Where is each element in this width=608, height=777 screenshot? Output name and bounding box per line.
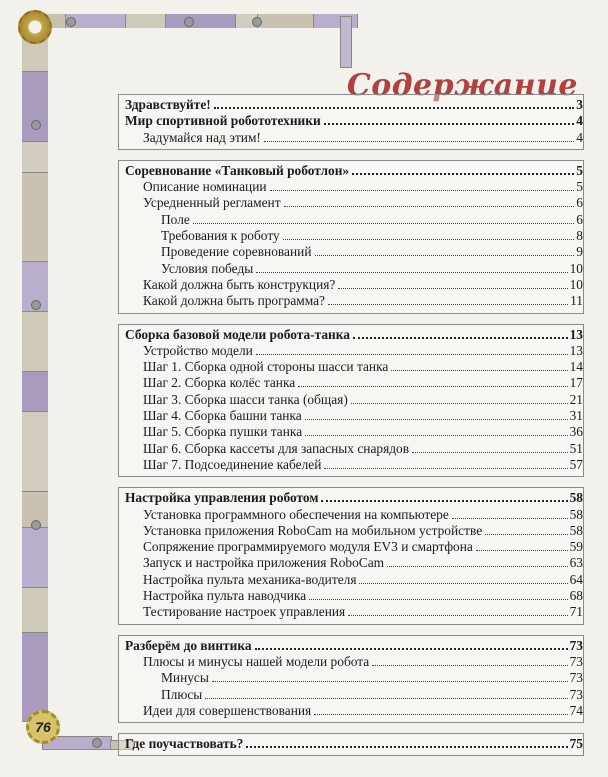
screw-icon <box>92 738 102 748</box>
toc-entry[interactable] <box>119 327 583 343</box>
toc-entry[interactable] <box>119 441 583 457</box>
toc-entry-title: Настройка пульта механика-водителя <box>143 571 357 587</box>
toc-entry-page: 63 <box>569 555 583 571</box>
toc-entry[interactable] <box>119 179 583 195</box>
toc-entry[interactable] <box>119 457 583 473</box>
frame-segment <box>22 372 48 412</box>
toc-entry[interactable] <box>119 343 583 359</box>
toc-entry[interactable] <box>119 424 583 440</box>
toc-entry-title: Настройка управления роботом <box>125 490 319 506</box>
dot-leader <box>270 190 575 191</box>
toc-entry[interactable] <box>119 539 583 555</box>
page-number-badge <box>26 710 60 744</box>
toc-entry-page: 10 <box>569 276 583 292</box>
dot-leader <box>412 452 568 453</box>
toc-entry-page: 71 <box>569 604 583 620</box>
toc-entry-page: 58 <box>569 522 583 538</box>
frame-segment <box>22 312 48 372</box>
toc-entry[interactable] <box>119 687 583 703</box>
toc-entry-title: Описание номинации <box>143 179 267 195</box>
screw-icon <box>66 17 76 27</box>
toc-entry-page: 17 <box>569 375 583 391</box>
toc-entry-title: Разберём до винтика <box>125 637 252 653</box>
toc-entry[interactable] <box>119 228 583 244</box>
toc-entry[interactable] <box>119 736 583 752</box>
dot-leader <box>214 107 575 109</box>
toc-entry-title: Настройка пульта наводчика <box>143 588 307 604</box>
toc-entry-title: Сопряжение программируемого модуля EV3 и смартфона <box>143 539 473 555</box>
toc-entry-page: 73 <box>569 637 583 653</box>
dot-leader <box>485 534 567 535</box>
dot-leader <box>452 518 568 519</box>
toc-entry[interactable] <box>119 261 583 277</box>
toc-entry-page: 73 <box>569 670 583 686</box>
frame-segment <box>22 633 48 722</box>
dot-leader <box>284 206 575 207</box>
dot-leader <box>321 500 567 502</box>
toc-section <box>118 733 584 756</box>
toc-entry[interactable] <box>119 638 583 654</box>
toc-entry-title: Плюсы <box>161 686 203 702</box>
screw-icon <box>184 17 194 27</box>
toc-entry-title: Плюсы и минусы нашей модели робота <box>143 653 370 669</box>
toc-entry-title: Усредненный регламент <box>143 195 281 211</box>
decorative-frame-left <box>22 32 48 722</box>
toc-entry[interactable] <box>119 588 583 604</box>
dot-leader <box>305 419 568 420</box>
toc-entry[interactable] <box>119 572 583 588</box>
toc-entry-page: 73 <box>569 686 583 702</box>
toc-entry-page: 68 <box>569 588 583 604</box>
toc-entry-page: 13 <box>569 326 583 342</box>
toc-entry-page: 5 <box>576 179 583 195</box>
toc-entry[interactable] <box>119 97 583 113</box>
toc-entry-title: Шаг 5. Сборка пушки танка <box>143 424 303 440</box>
table-of-contents <box>118 94 584 756</box>
toc-entry-page: 59 <box>569 539 583 555</box>
frame-segment <box>258 14 314 28</box>
toc-entry-title: Требования к роботу <box>161 228 280 244</box>
toc-entry[interactable] <box>119 555 583 571</box>
toc-entry-title: Минусы <box>161 670 209 686</box>
page-number: 76 <box>35 719 51 735</box>
toc-entry[interactable] <box>119 654 583 670</box>
toc-entry-page: 58 <box>569 490 583 506</box>
toc-entry-page: 3 <box>576 97 583 112</box>
dot-leader <box>314 714 567 715</box>
toc-entry-page: 10 <box>569 260 583 276</box>
toc-entry-page: 21 <box>569 391 583 407</box>
toc-section <box>118 487 584 624</box>
toc-entry[interactable] <box>119 604 583 620</box>
toc-entry-page: 58 <box>569 506 583 522</box>
dot-leader <box>338 288 567 289</box>
dot-leader <box>348 615 567 616</box>
frame-segment <box>126 14 166 28</box>
toc-entry[interactable] <box>119 490 583 506</box>
toc-entry-title: Поле <box>161 211 190 227</box>
toc-entry-title: Шаг 4. Сборка башни танка <box>143 408 302 424</box>
dot-leader <box>324 468 567 469</box>
gear-icon <box>18 10 52 44</box>
toc-entry-page: 31 <box>569 408 583 424</box>
dot-leader <box>387 566 568 567</box>
dot-leader <box>391 370 567 371</box>
screw-icon <box>31 120 41 130</box>
toc-entry[interactable] <box>119 277 583 293</box>
toc-section <box>118 160 584 314</box>
toc-entry-title: Какой должна быть конструкция? <box>143 276 336 292</box>
toc-entry[interactable] <box>119 359 583 375</box>
dot-leader <box>283 239 575 240</box>
toc-entry-title: Тестирование настроек управления <box>143 604 346 620</box>
toc-entry-title: Шаг 2. Сборка колёс танка <box>143 375 296 391</box>
dot-leader <box>315 255 575 256</box>
toc-entry-title: Установка программного обеспечения на компьютере <box>143 506 449 522</box>
toc-section <box>118 635 584 723</box>
dot-leader <box>246 746 567 748</box>
toc-entry-page: 64 <box>569 571 583 587</box>
screw-icon <box>252 17 262 27</box>
toc-entry[interactable] <box>119 375 583 391</box>
toc-entry-title: Шаг 7. Подсоединение кабелей <box>143 456 322 472</box>
page-title: Содержание <box>346 68 578 104</box>
toc-entry-page: 74 <box>569 702 583 718</box>
frame-segment <box>22 588 48 632</box>
toc-entry[interactable] <box>119 244 583 260</box>
dot-leader <box>309 599 567 600</box>
frame-segment <box>166 14 235 28</box>
toc-entry-title: Где поучаствовать? <box>125 736 244 752</box>
dot-leader <box>256 272 567 273</box>
dot-leader <box>205 698 567 699</box>
dot-leader <box>324 123 575 125</box>
dot-leader <box>372 665 567 666</box>
dot-leader <box>351 403 568 404</box>
toc-entry[interactable] <box>119 212 583 228</box>
toc-entry-page: 14 <box>569 359 583 375</box>
toc-entry-page: 4 <box>576 113 583 129</box>
toc-entry-page: 11 <box>570 293 583 309</box>
dot-leader <box>264 141 574 142</box>
toc-entry-title: Мир спортивной робототехники <box>125 113 321 129</box>
toc-entry-title: Запуск и настройка приложения RoboCam <box>143 555 385 571</box>
dot-leader <box>212 681 568 682</box>
frame-segment <box>22 142 48 172</box>
toc-entry-page: 6 <box>576 195 583 211</box>
dot-leader <box>328 304 568 305</box>
dot-leader <box>193 223 574 224</box>
dot-leader <box>359 583 567 584</box>
dot-leader <box>255 648 568 650</box>
toc-entry-title: Установка приложения RoboCam на мобильном устройстве <box>143 522 483 538</box>
toc-entry-title: Проведение соревнований <box>161 244 312 260</box>
dot-leader <box>353 337 568 339</box>
toc-entry-title: Задумайся над этим! <box>143 129 261 145</box>
frame-segment <box>22 173 48 262</box>
toc-entry[interactable] <box>119 408 583 424</box>
dot-leader <box>256 354 568 355</box>
toc-entry-page: 4 <box>576 129 583 145</box>
toc-entry-page: 75 <box>569 736 583 752</box>
toc-entry[interactable] <box>119 670 583 686</box>
toc-entry-page: 51 <box>569 440 583 456</box>
toc-entry-title: Шаг 3. Сборка шасси танка (общая) <box>143 391 348 407</box>
dot-leader <box>476 550 568 551</box>
toc-entry-page: 5 <box>576 162 583 178</box>
frame-segment <box>22 72 48 142</box>
decorative-frame-top <box>40 14 358 28</box>
toc-entry[interactable] <box>119 392 583 408</box>
toc-entry[interactable] <box>119 523 583 539</box>
toc-entry[interactable] <box>119 293 583 309</box>
decorative-frame-post <box>340 16 352 68</box>
toc-entry-title: Условия победы <box>161 260 254 276</box>
dot-leader <box>298 386 567 387</box>
toc-entry-page: 9 <box>576 244 583 260</box>
toc-entry-page: 57 <box>569 456 583 472</box>
dot-leader <box>352 173 574 175</box>
toc-entry-page: 8 <box>576 228 583 244</box>
toc-entry[interactable] <box>119 130 583 146</box>
screw-icon <box>31 520 41 530</box>
toc-entry[interactable] <box>119 113 583 129</box>
toc-entry[interactable] <box>119 507 583 523</box>
frame-segment <box>22 412 48 492</box>
toc-entry-page: 73 <box>569 653 583 669</box>
toc-entry-title: Соревнование «Танковый роботлон» <box>125 162 350 178</box>
toc-entry-title: Какой должна быть программа? <box>143 293 326 309</box>
toc-entry[interactable] <box>119 703 583 719</box>
toc-entry-title: Устройство модели <box>143 342 253 358</box>
toc-entry-title: Идеи для совершенствования <box>143 702 312 718</box>
toc-section <box>118 324 584 478</box>
toc-entry[interactable] <box>119 195 583 211</box>
screw-icon <box>31 300 41 310</box>
toc-section <box>118 94 584 150</box>
toc-entry-title: Шаг 6. Сборка кассеты для запасных снарядов <box>143 440 410 456</box>
toc-entry-page: 6 <box>576 211 583 227</box>
toc-entry-page: 36 <box>569 424 583 440</box>
toc-entry-title: Шаг 1. Сборка одной стороны шасси танка <box>143 359 389 375</box>
frame-segment <box>22 528 48 588</box>
toc-entry[interactable] <box>119 163 583 179</box>
dot-leader <box>305 435 567 436</box>
toc-entry-title: Сборка базовой модели робота-танка <box>125 326 350 342</box>
toc-entry-page: 13 <box>569 342 583 358</box>
toc-entry-title: Здравствуйте! <box>125 97 211 112</box>
